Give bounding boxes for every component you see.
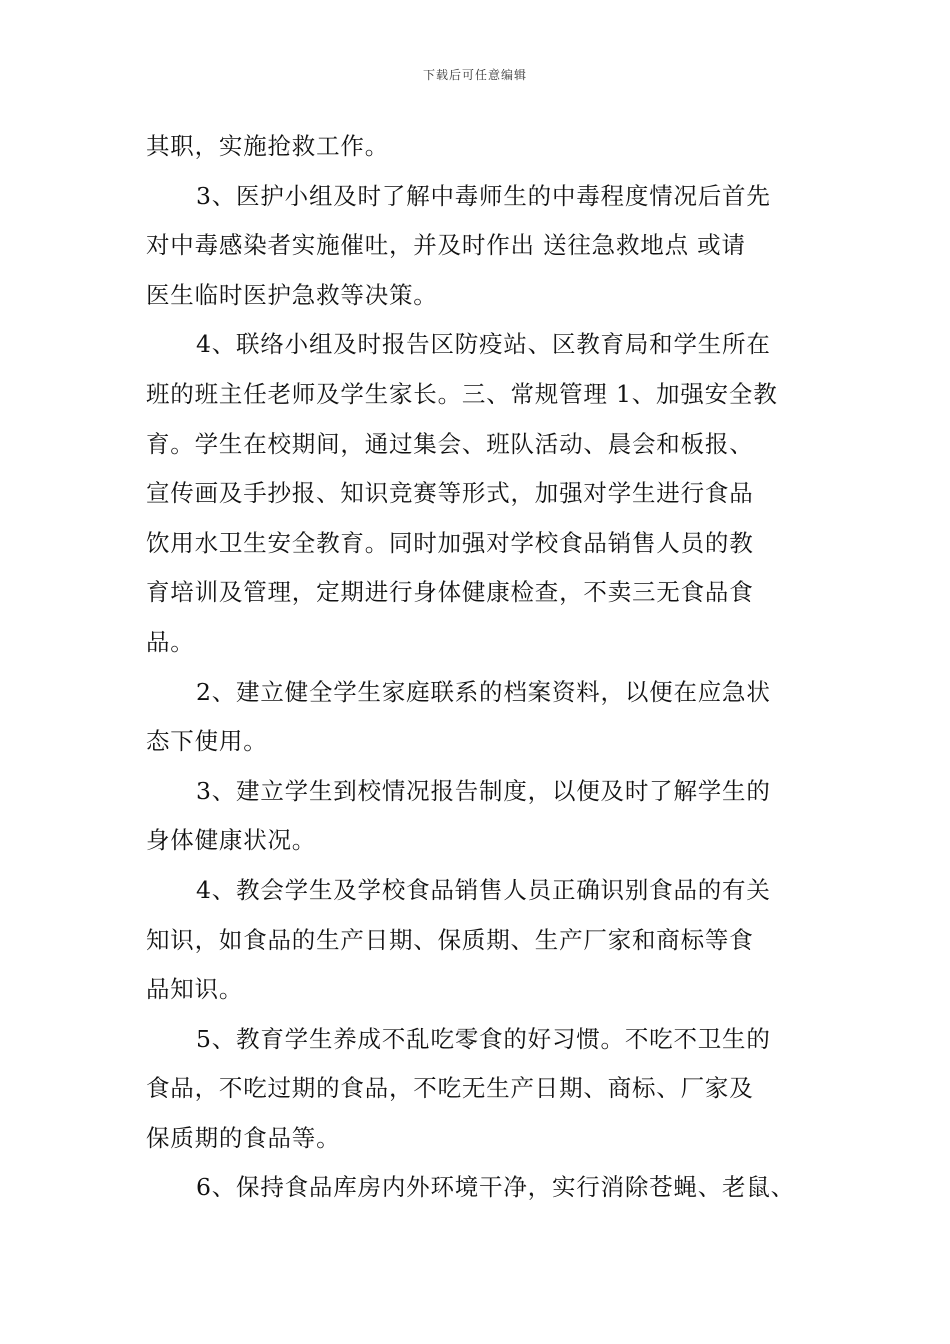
page-header: 下载后可任意编辑 xyxy=(422,68,527,82)
text-line: 品。 xyxy=(146,627,195,656)
text-line: 育。学生在校期间，通过集会、班队活动、晨会和板报、 xyxy=(146,429,754,458)
text-line: 4、教会学生及学校食品销售人员正确识别食品的有关 xyxy=(196,875,771,904)
document-body xyxy=(146,122,826,1213)
text-line: 2、建立健全学生家庭联系的档案资料，以便在应急状 xyxy=(196,677,771,706)
text-line: 饮用水卫生安全教育。同时加强对学校食品销售人员的教 xyxy=(146,528,754,557)
text-line: 态下使用。 xyxy=(146,727,268,756)
text-line: 6、保持食品库房内外环境干净，实行消除苍蝇、老鼠、 xyxy=(196,1173,795,1202)
text-line: 班的班主任老师及学生家长。三、常规管理 1、加强安全教 xyxy=(146,379,778,408)
text-line: 4、联络小组及时报告区防疫站、区教育局和学生所在 xyxy=(196,330,771,359)
text-line: 保质期的食品等。 xyxy=(146,1123,341,1152)
text-line: 身体健康状况。 xyxy=(146,826,317,855)
text-line: 5、教育学生养成不乱吃零食的好习惯。不吃不卫生的 xyxy=(196,1024,771,1053)
text-line: 宣传画及手抄报、知识竞赛等形式，加强对学生进行食品 xyxy=(146,479,754,508)
text-line: 3、建立学生到校情况报告制度，以便及时了解学生的 xyxy=(196,776,771,805)
text-line: 品知识。 xyxy=(146,975,244,1004)
text-line: 其职，实施抢救工作。 xyxy=(146,132,389,160)
text-line: 育培训及管理，定期进行身体健康检查，不卖三无食品食 xyxy=(146,578,754,607)
text-line: 医生临时医护急救等决策。 xyxy=(146,280,438,309)
text-line: 知识，如食品的生产日期、保质期、生产厂家和商标等食 xyxy=(146,925,754,954)
text-line: 3、医护小组及时了解中毒师生的中毒程度情况后首先 xyxy=(196,181,771,210)
text-line: 对中毒感染者实施催吐，并及时作出 送往急救地点 或请 xyxy=(146,231,746,260)
text-line: 食品，不吃过期的食品，不吃无生产日期、商标、厂家及 xyxy=(146,1074,754,1103)
